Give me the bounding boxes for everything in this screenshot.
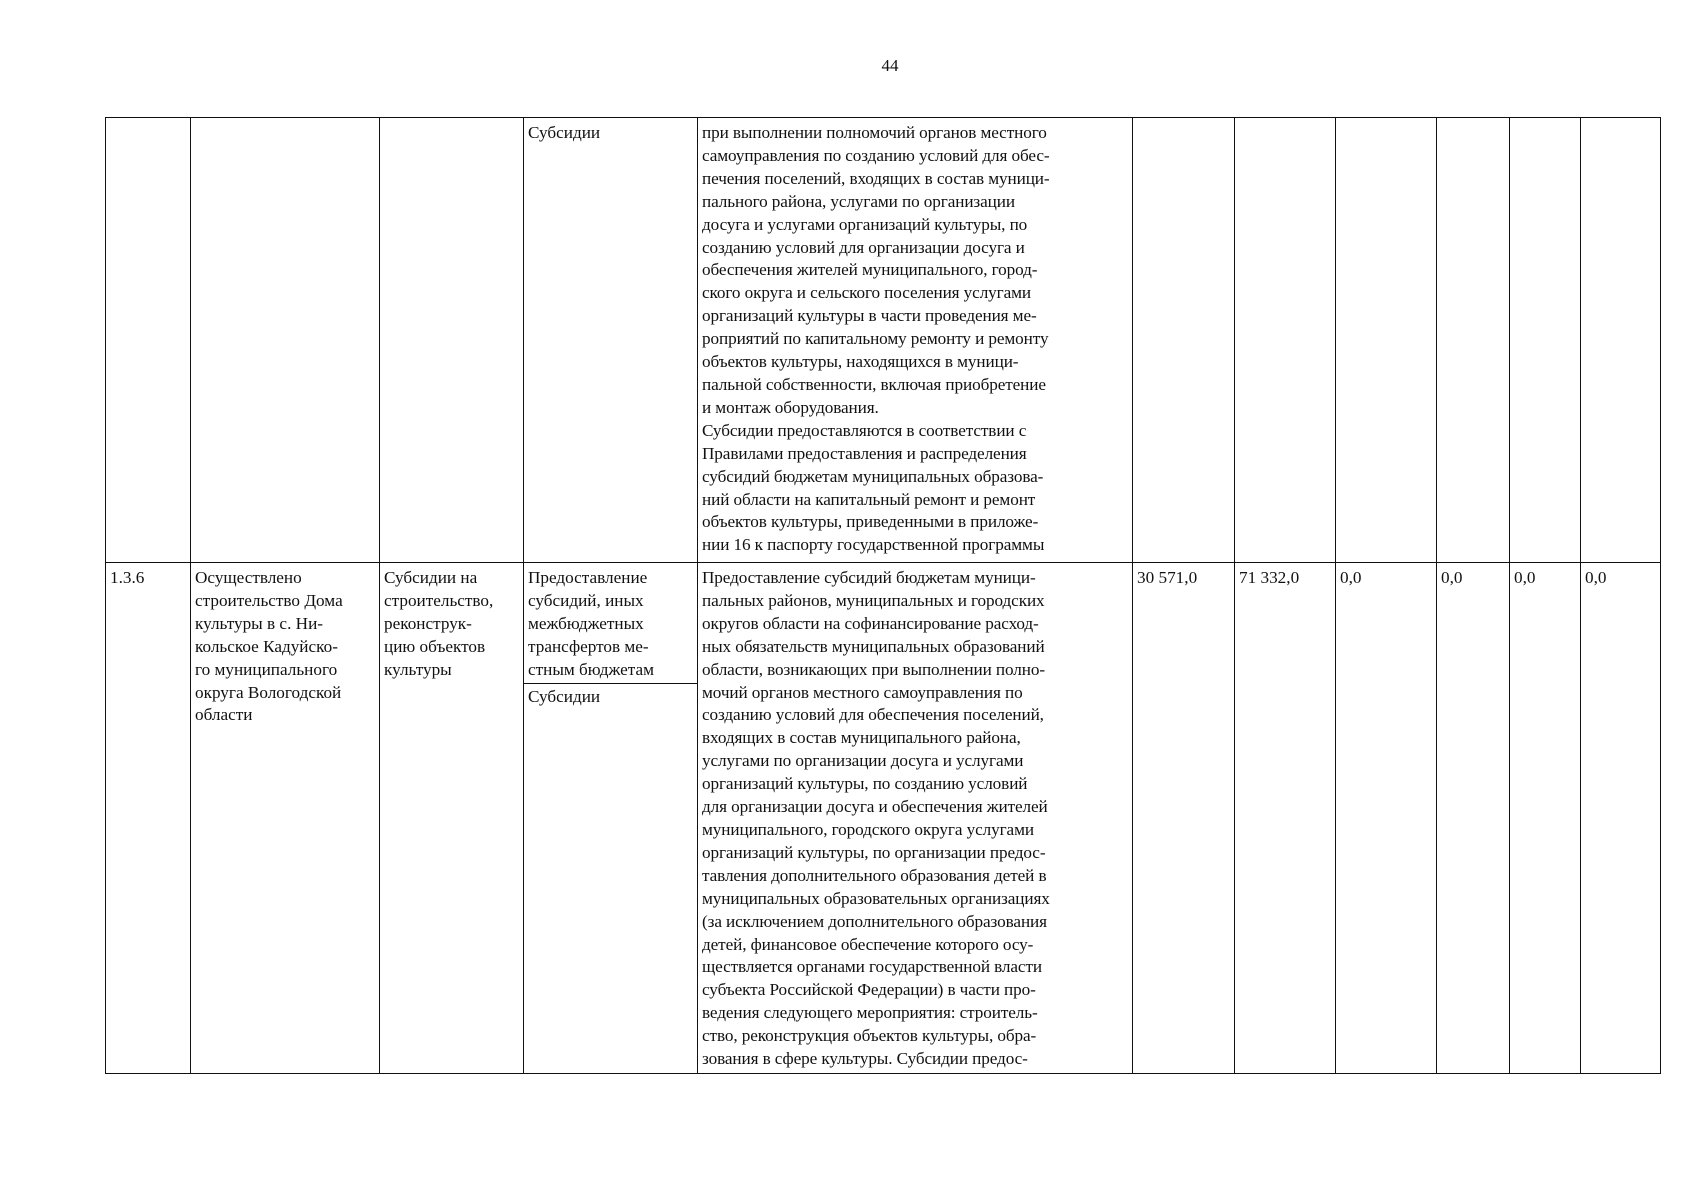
name-cell xyxy=(191,118,380,563)
value-cell xyxy=(1437,563,1510,1074)
subsidy-type-cell xyxy=(380,118,524,563)
description-text: Предоставление субсидий бюджетам муници- пальных районов, муниципальных и городских округов области на софинансирование расход- ных обязательств муниципальных образований области, возникающих при выполнении полно- мочий органов местного самоуправления по созданию условий для обеспечения поселений, входящих в состав муниципального района, услугами по организации досуга и услугами организаций культуры, по созданию условий для организации досуга и обеспечения жителей муниципального, городского округа услугами организаций культуры, по организации предос- тавления дополнительного образования детей в муниципальных образовательных организациях (за исключением дополнительного образования детей, финансовое обеспечение которого осу- ществляется органами государственной власти субъекта Российской Федерации) в части про- ведения следующего мероприятия: строитель- ство, реконструкция объектов культуры, обра- зования в сфере культуры. Субсидии предос- xyxy=(702,568,1050,1069)
value-2: 71 332,0 xyxy=(1239,568,1300,587)
measure-name: Осуществлено строительство Дома культуры в с. Ни- кольское Кадуйско- го муниципального округа Вологодской области xyxy=(195,568,343,725)
subsidy-form-cell xyxy=(524,118,698,563)
value-1: 30 571,0 xyxy=(1137,568,1198,587)
value-cell xyxy=(1235,118,1336,563)
subsidy-type-cell xyxy=(380,563,524,1074)
value-cell xyxy=(1336,118,1437,563)
table-row-1-3-6 xyxy=(106,563,1661,1074)
transfer-cell xyxy=(524,563,698,1074)
value-6: 0,0 xyxy=(1585,568,1607,587)
value-cell xyxy=(1133,563,1235,1074)
subsidy-type-text: Субсидии на строительство, реконструк- цию объектов культуры xyxy=(384,568,494,679)
program-table xyxy=(105,117,1661,1074)
transfer-type-text: Предоставление субсидий, иных межбюджетных трансфертов ме- стным бюджетам xyxy=(524,567,697,684)
value-cell xyxy=(1133,118,1235,563)
value-3: 0,0 xyxy=(1340,568,1362,587)
value-cell xyxy=(1581,563,1661,1074)
table-row-continuation xyxy=(106,118,1661,563)
page-number: 44 xyxy=(881,56,899,75)
name-cell xyxy=(191,563,380,1074)
value-cell xyxy=(1336,563,1437,1074)
value-cell xyxy=(1235,563,1336,1074)
description-cell xyxy=(698,563,1133,1074)
value-5: 0,0 xyxy=(1514,568,1536,587)
subsidy-form-text: Субсидии xyxy=(528,686,601,706)
value-cell xyxy=(1510,563,1581,1074)
number-cell xyxy=(106,118,191,563)
description-cell xyxy=(698,118,1133,563)
subsidy-form-text: Субсидии xyxy=(528,123,601,142)
value-cell xyxy=(1510,118,1581,563)
description-text: при выполнении полномочий органов местного самоуправления по созданию условий для обес- печения поселений, входящих в состав муници- пального района, услугами по организации досуга и услугами организаций культуры, по созданию условий для организации досуга и обеспечения жителей муниципального, город- ского округа и сельского поселения услугами организаций культуры в части проведения ме- роприятий по капитальному ремонту и ремонту объектов культуры, находящихся в муници- пальной собственности, включая приобретение и монтаж оборудования. Субсидии предоставляются в соответствии с Правилами предоставления и распределения субсидий бюджетам муниципальных образова- ний области на капитальный ремонт и ремонт объектов культуры, приведенными в приложе- нии 16 к паспорту государственной программы xyxy=(702,123,1050,555)
value-cell xyxy=(1581,118,1661,563)
value-4: 0,0 xyxy=(1441,568,1463,587)
value-cell xyxy=(1437,118,1510,563)
row-number: 1.3.6 xyxy=(110,568,145,587)
number-cell xyxy=(106,563,191,1074)
